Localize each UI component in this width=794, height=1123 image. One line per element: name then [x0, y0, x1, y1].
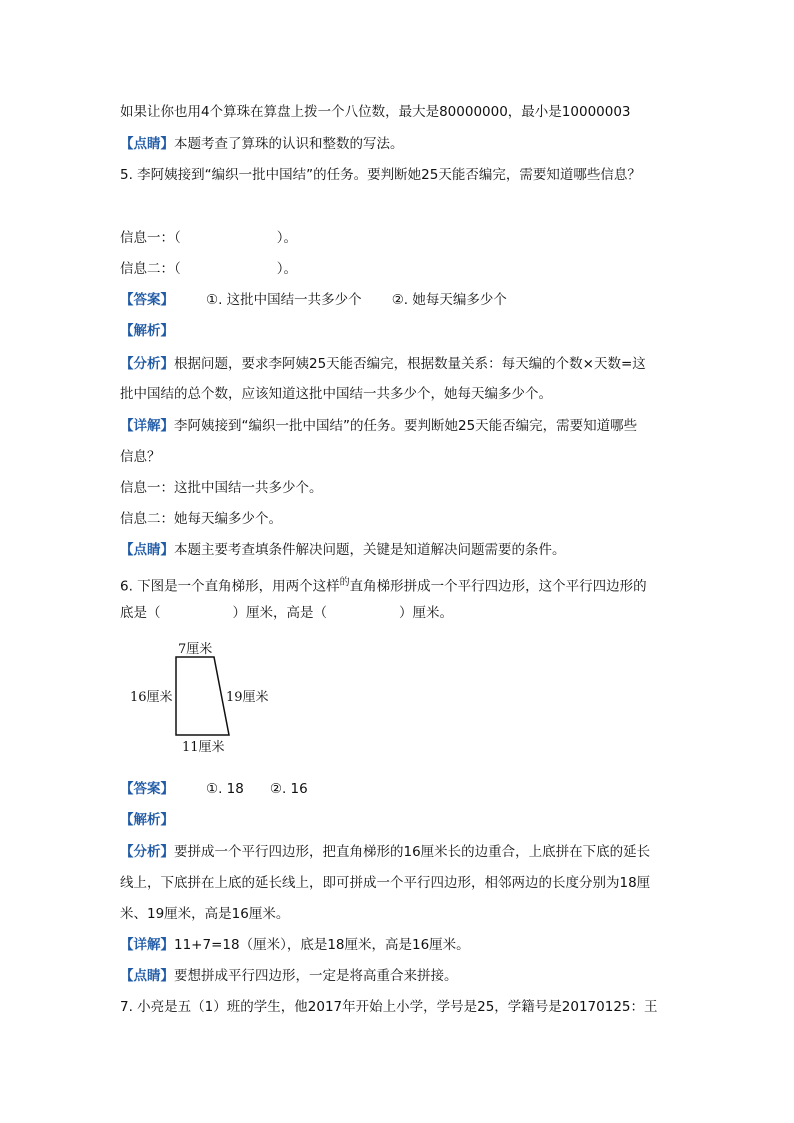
fenxi-line-1: 要拼成一个平行四边形，把直角梯形的16厘米长的边重合，上底拼在下底的延长: [174, 844, 651, 860]
q5-xiangjie-2: 信息？: [120, 449, 161, 465]
q6-close: ）厘米。: [399, 605, 453, 621]
xiangjie-line-1: 李阿姨接到“编织一批中国结”的任务。要判断她25天能否编完，需要知道哪些: [174, 418, 638, 434]
q6-fenxi-2: 线上，下底拼在上底的延长线上，即可拼成一个平行四边形，相邻两边的长度分别为18厘: [120, 875, 651, 891]
fenxi-tag: 【分析】: [120, 844, 174, 860]
q6-question-2: [120, 603, 453, 623]
q6-base-label: 底是（: [120, 605, 161, 621]
q6-answer: [120, 779, 308, 799]
q5-info1-answer: 信息一：这批中国结一共多少个。: [120, 480, 323, 496]
top-label: 7厘米: [178, 642, 213, 657]
answer-1: ①. 18: [206, 781, 244, 797]
xiangjie-text: 11+7=18（厘米），底是18厘米，高是16厘米。: [174, 937, 470, 953]
q6-height-label: ）厘米，高是（: [232, 605, 327, 621]
analysis-tag: 【解析】: [120, 812, 174, 828]
q6-question-part-a: 6. 下图是一个直角梯形，用两个这样: [120, 578, 340, 595]
q5-info2-blank: [120, 259, 297, 279]
answer-tag: 【答案】: [120, 292, 174, 308]
fenxi-line-1: 根据问题，要求李阿姨25天能否编完，根据数量关系：每天编的个数×天数=这: [174, 356, 646, 372]
answer-tag: 【答案】: [120, 781, 174, 797]
fenxi-tag: 【分析】: [120, 356, 174, 372]
right-label: 19厘米: [226, 690, 269, 705]
answer-2: ②. 16: [269, 781, 308, 797]
q5-info1-blank: [120, 228, 297, 248]
info1-close: ）。: [276, 230, 297, 246]
xiangjie-tag: 【详解】: [120, 937, 174, 953]
info2-label: 信息二：（: [120, 261, 181, 277]
answer-1: ①. 这批中国结一共多少个: [206, 292, 362, 308]
xiangjie-tag: 【详解】: [120, 418, 174, 434]
tip-text: 要想拼成平行四边形，一定是将高重合来拼接。: [174, 968, 458, 984]
analysis-tag: 【解析】: [120, 323, 174, 339]
info1-label: 信息一：（: [120, 230, 181, 246]
q5-xiangjie-1: [120, 416, 637, 436]
q6-question-sup: 的: [339, 577, 350, 588]
tip-tag: 【点睛】: [120, 542, 174, 558]
q4-text: 如果让你也用4个算珠在算盘上拨一个八位数，最大是80000000，最小是10000003: [120, 104, 631, 120]
answer-2: ②. 她每天编多少个: [391, 292, 507, 308]
q5-analysis-tag: [120, 321, 174, 341]
tip-text: 本题考查了算珠的认识和整数的写法。: [174, 136, 404, 152]
q6-question-1: [120, 573, 647, 597]
trapezoid-shape: [176, 657, 229, 735]
trapezoid-figure: [120, 632, 290, 762]
q5-answer: [120, 290, 507, 310]
left-label: 16厘米: [130, 690, 173, 705]
q4-tip: [120, 134, 404, 154]
q5-question: 5. 李阿姨接到“编织一批中国结”的任务。要判断她25天能否编完，需要知道哪些信息？: [120, 167, 641, 183]
q5-tip: [120, 540, 566, 560]
q6-fenxi-3: 米、19厘米，高是16厘米。: [120, 906, 290, 922]
q6-question-part-b: 直角梯形拼成一个平行四边形，这个平行四边形的: [349, 578, 647, 595]
q6-xiangjie: [120, 935, 470, 955]
q5-fenxi-2: 批中国结的总个数，应该知道这批中国结一共多少个，她每天编多少个。: [120, 386, 552, 402]
tip-text: 本题主要考查填条件解决问题，关键是知道解决问题需要的条件。: [174, 542, 566, 558]
q6-analysis-tag: [120, 810, 174, 830]
q7-question: 7. 小亮是五（1）班的学生，他2017年开始上小学，学号是25，学籍号是20170125：王: [120, 999, 658, 1015]
info2-close: ）。: [276, 261, 297, 277]
bottom-label: 11厘米: [182, 740, 225, 755]
tip-tag: 【点睛】: [120, 136, 174, 152]
q6-tip: [120, 966, 458, 986]
q6-fenxi-1: [120, 842, 650, 862]
q5-fenxi-1: [120, 354, 646, 374]
q5-info2-answer: 信息二：她每天编多少个。: [120, 511, 282, 527]
tip-tag: 【点睛】: [120, 968, 174, 984]
